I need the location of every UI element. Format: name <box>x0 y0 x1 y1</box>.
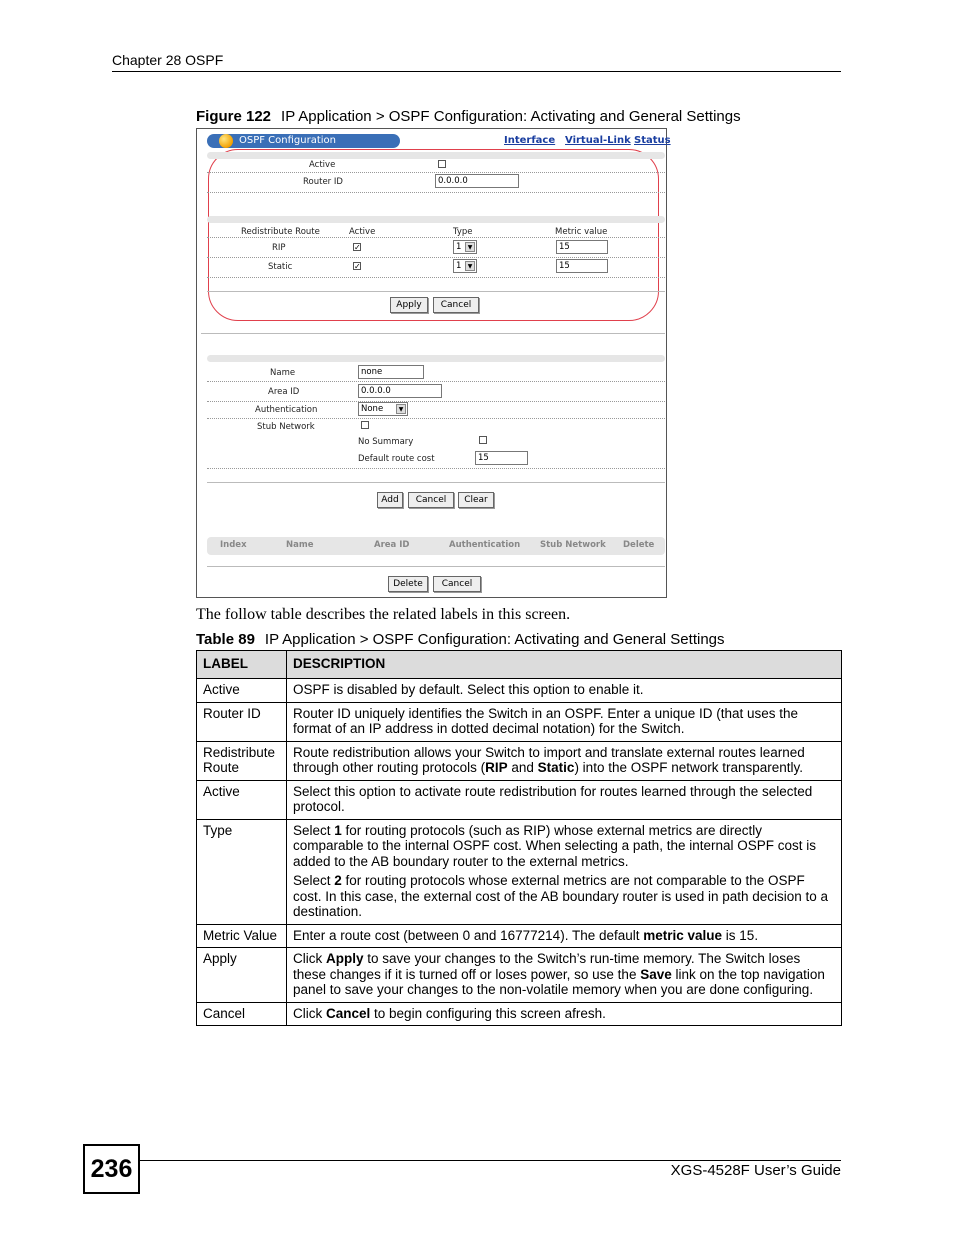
guide-title: XGS-4528F User’s Guide <box>670 1162 841 1179</box>
table-caption <box>196 631 725 648</box>
cancel-button[interactable]: Cancel <box>433 297 479 313</box>
table-row <box>197 702 842 741</box>
section-band <box>207 216 665 223</box>
intro-paragraph: The follow table describes the related labels in this screen. <box>196 606 571 623</box>
desc-bold: Cancel <box>326 1005 371 1021</box>
table-header-row <box>197 651 842 679</box>
interface-link[interactable]: Interface <box>504 135 556 146</box>
desc-text: Click <box>293 1005 326 1021</box>
desc-text: Enter a route cost (between 0 and 16777214). The default <box>293 927 644 943</box>
row-label: Metric Value <box>197 924 287 948</box>
chevron-down-icon: ▼ <box>465 242 475 252</box>
static-type-select[interactable] <box>453 259 477 273</box>
redistribute-active-header: Active <box>349 227 376 237</box>
desc-text: Click <box>293 951 326 966</box>
static-label: Static <box>268 262 293 272</box>
list-header-name: Name <box>286 540 314 550</box>
add-button[interactable]: Add <box>377 492 403 508</box>
row-label: Apply <box>197 948 287 1003</box>
section-divider <box>207 566 665 567</box>
section-divider <box>207 291 665 292</box>
row-divider <box>207 277 665 278</box>
desc-text: to save your changes to the Switch’s run-time memory. The Switch loses these changes if it is turned off or loses power, so use the <box>293 951 801 982</box>
row-divider <box>207 192 665 193</box>
row-divider <box>207 418 665 419</box>
description-header: DESCRIPTION <box>287 651 842 679</box>
description-table <box>196 650 842 1026</box>
row-description: Select this option to activate route redistribution for routes learned through the selected protocol. <box>287 780 842 819</box>
row-description: Router ID uniquely identifies the Switch in an OSPF. Enter a unique ID (that uses the format of an IP address in dotted decimal notation) for the Switch. <box>287 702 842 741</box>
footer-rule <box>140 1160 841 1161</box>
desc-text: Select <box>293 822 335 838</box>
list-header-authentication: Authentication <box>449 540 521 550</box>
desc-text: is 15. <box>722 927 759 943</box>
row-divider <box>207 381 665 382</box>
orb-icon <box>219 134 233 148</box>
row-label: Cancel <box>197 1002 287 1026</box>
static-active-checkbox[interactable]: ✓ <box>354 262 361 271</box>
table-row <box>197 924 842 948</box>
row-divider <box>207 468 665 469</box>
clear-button[interactable]: Clear <box>458 492 494 508</box>
table-caption-text: IP Application > OSPF Configuration: Activating and General Settings <box>264 631 725 648</box>
row-divider <box>207 172 665 173</box>
virtual-link-link[interactable]: Virtual-Link <box>565 135 631 146</box>
desc-bold: Save <box>640 966 672 982</box>
list-header-stub-network: Stub Network <box>540 540 606 550</box>
row-label: Router ID <box>197 702 287 741</box>
redistribute-route-header: Redistribute Route <box>241 227 320 237</box>
table-row <box>197 780 842 819</box>
row-divider <box>207 257 665 258</box>
stub-network-label: Stub Network <box>257 422 315 432</box>
delete-button[interactable]: Delete <box>388 576 428 592</box>
table-row <box>197 948 842 1003</box>
desc-text: Route redistribution allows your Switch to import and translate external routes learned through other routing protocols ( <box>293 744 805 775</box>
row-description <box>287 948 842 1003</box>
rip-label: RIP <box>272 243 286 253</box>
row-description <box>287 741 842 780</box>
desc-bold: RIP <box>485 760 508 775</box>
desc-text: link on the top navigation panel to save your changes to the non-volatile memory when you are done configuring. <box>293 966 825 997</box>
rip-type-select[interactable] <box>453 240 477 254</box>
no-summary-label: No Summary <box>358 437 414 447</box>
row-description <box>287 924 842 948</box>
area-id-label: Area ID <box>268 387 300 397</box>
desc-bold: 1 <box>334 822 342 838</box>
default-route-cost-label: Default route cost <box>358 454 435 464</box>
desc-text: Select <box>293 873 335 888</box>
rip-type-value: 1 <box>456 242 462 252</box>
row-divider <box>207 401 665 402</box>
section-band <box>207 152 665 159</box>
section-divider <box>207 482 665 483</box>
no-summary-checkbox[interactable] <box>479 436 487 444</box>
desc-text: to begin configuring this screen afresh. <box>370 1005 606 1021</box>
default-route-cost-input[interactable]: 15 <box>475 451 528 465</box>
section-band <box>207 355 665 362</box>
page-number: 236 <box>83 1144 140 1194</box>
desc-bold: metric value <box>643 927 723 943</box>
list-header-delete: Delete <box>623 540 655 550</box>
rip-metric-input[interactable]: 15 <box>556 240 608 254</box>
desc-text: ) into the OSPF network transparently. <box>574 760 804 775</box>
apply-button[interactable]: Apply <box>390 297 428 313</box>
authentication-value: None <box>361 404 384 414</box>
row-label: Active <box>197 780 287 819</box>
desc-bold: Static <box>537 760 575 775</box>
status-link[interactable]: Status <box>634 135 671 146</box>
row-description <box>287 819 842 924</box>
screen-title-bar <box>207 134 400 148</box>
table-row <box>197 1002 842 1026</box>
stub-network-checkbox[interactable] <box>361 421 369 429</box>
row-label: Redistribute Route <box>197 741 287 780</box>
router-id-label: Router ID <box>303 177 343 187</box>
static-metric-input[interactable]: 15 <box>556 259 608 273</box>
table-row <box>197 819 842 924</box>
table-row <box>197 679 842 703</box>
desc-paragraph <box>293 823 835 870</box>
chevron-down-icon: ▼ <box>396 404 406 414</box>
screen-title: OSPF Configuration <box>239 135 336 146</box>
desc-text: for routing protocols (such as RIP) whose external metrics are directly comparable to the internal OSPF cost. When selecting a path, the internal OSPF cost is added to the AB boundary router to the external metrics. <box>293 822 817 869</box>
list-header-area-id: Area ID <box>374 540 410 550</box>
authentication-label: Authentication <box>255 405 318 415</box>
section-divider <box>201 333 665 334</box>
active-label: Active <box>309 160 336 170</box>
static-type-value: 1 <box>456 261 462 271</box>
row-divider <box>207 237 665 238</box>
router-id-input[interactable]: 0.0.0.0 <box>435 174 519 188</box>
desc-text: and <box>507 760 538 775</box>
authentication-select[interactable] <box>358 402 408 416</box>
chevron-down-icon: ▼ <box>465 261 475 271</box>
rip-active-checkbox[interactable]: ✓ <box>354 243 361 252</box>
redistribute-metric-header: Metric value <box>555 227 608 237</box>
area-name-label: Name <box>270 368 296 378</box>
header-rule <box>112 71 841 72</box>
area-cancel-button[interactable]: Cancel <box>408 492 454 508</box>
table-row <box>197 741 842 780</box>
chapter-title: Chapter 28 OSPF <box>112 52 224 68</box>
list-cancel-button[interactable]: Cancel <box>433 576 481 592</box>
area-id-input[interactable]: 0.0.0.0 <box>358 384 442 398</box>
redistribute-type-header: Type <box>453 227 473 237</box>
figure-caption <box>196 108 741 125</box>
figure-label: Figure 122 <box>196 108 272 125</box>
table-label: Table 89 <box>196 631 255 648</box>
active-checkbox[interactable] <box>438 160 446 168</box>
row-description: OSPF is disabled by default. Select this option to enable it. <box>287 679 842 703</box>
desc-bold: Apply <box>326 951 364 966</box>
row-label: Active <box>197 679 287 703</box>
area-name-input[interactable]: none <box>358 365 424 379</box>
figure-caption-text: IP Application > OSPF Configuration: Activating and General Settings <box>281 108 741 125</box>
desc-bold: 2 <box>334 873 342 888</box>
ospf-screenshot <box>196 128 671 598</box>
row-description <box>287 1002 842 1026</box>
list-header-index: Index <box>220 540 247 550</box>
desc-paragraph <box>293 873 835 920</box>
desc-text: for routing protocols whose external metrics are not comparable to the OSPF cost. In this case, the external cost of the AB boundary router is used in path decision to a destination. <box>293 873 829 919</box>
row-label: Type <box>197 819 287 924</box>
label-header: LABEL <box>197 651 287 679</box>
